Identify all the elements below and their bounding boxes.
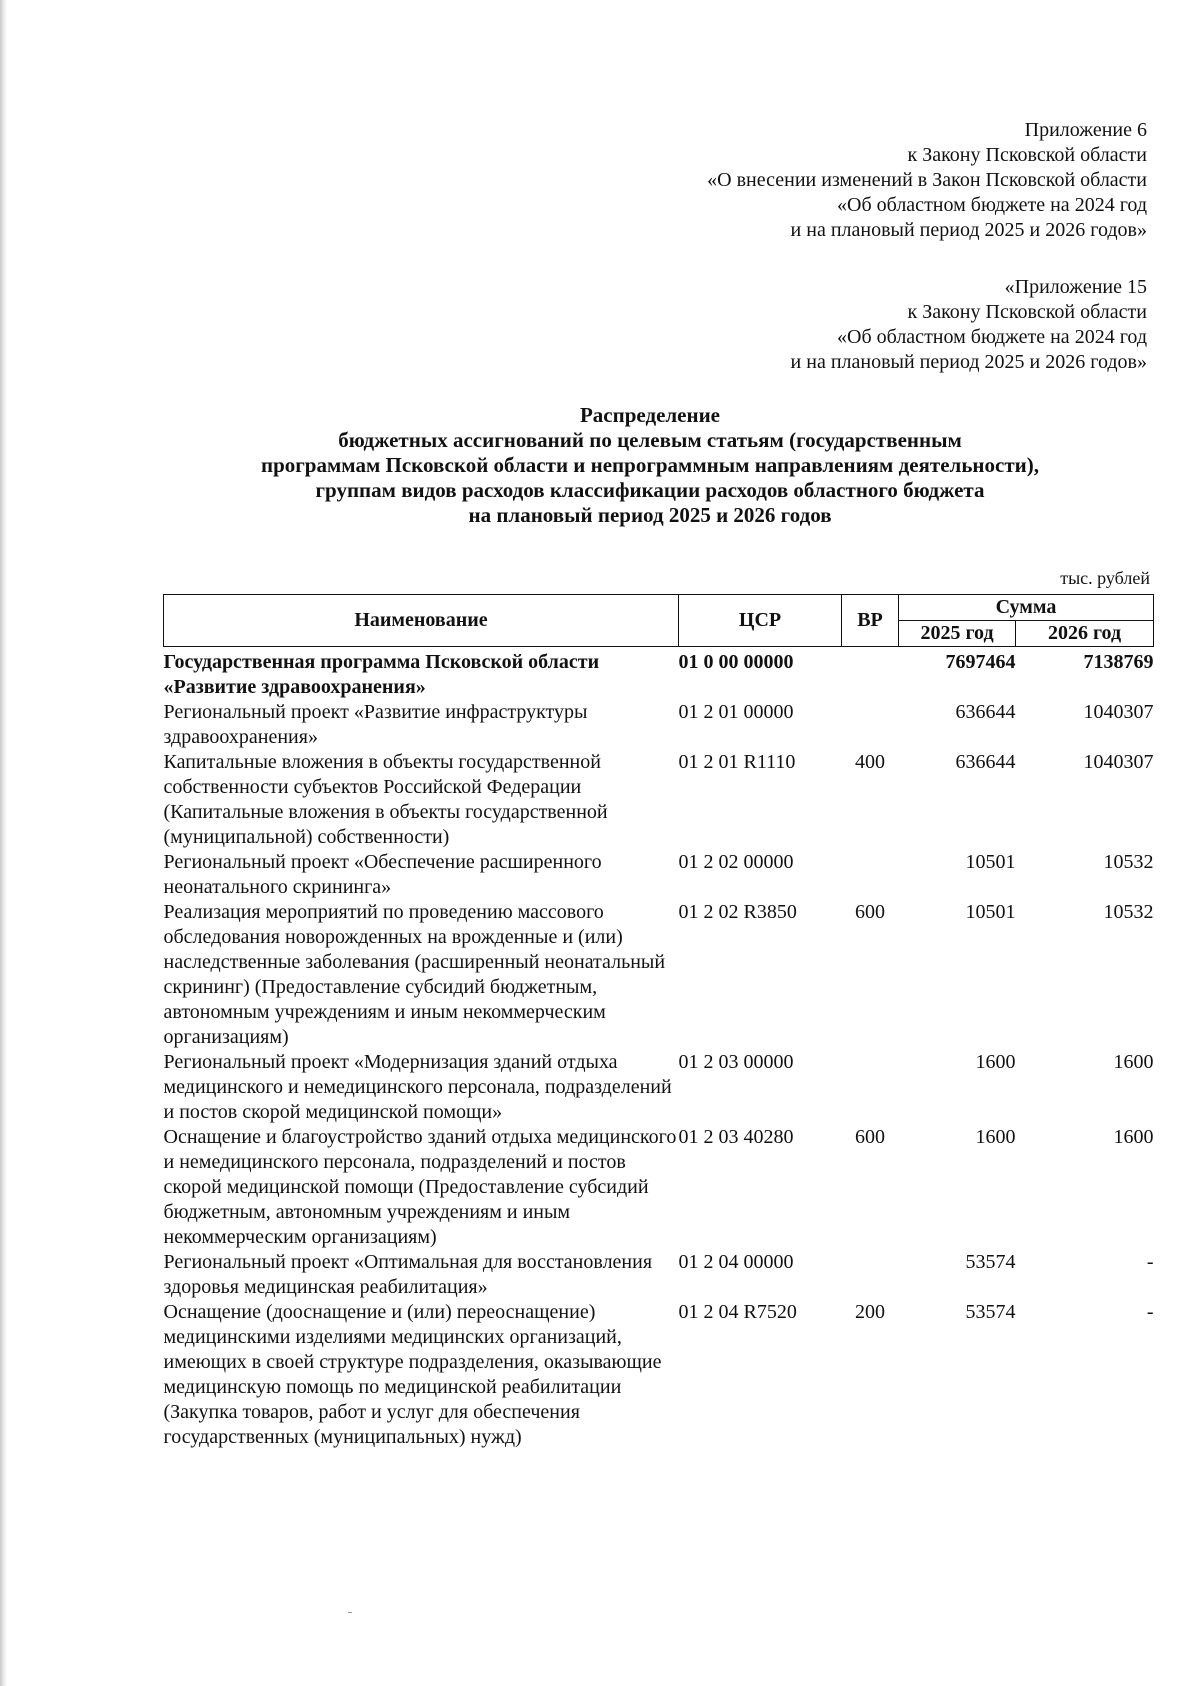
appendix-6-line: Приложение 6 <box>1024 119 1147 141</box>
table-row <box>164 850 1154 900</box>
table-row <box>164 1050 1154 1125</box>
appendix-15-line: «Об областном бюджете на 2024 год <box>837 326 1147 348</box>
row-2026: - <box>1146 1251 1154 1273</box>
row-2026: 1040307 <box>1083 701 1154 723</box>
row-2025: 10501 <box>965 851 1016 873</box>
row-2025: 1600 <box>975 1126 1016 1148</box>
row-name: Региональный проект «Модернизация зданий отдыха медицинского и немедицинского персонала, подразделений и постов скорой медицинской помощи» <box>163 1051 672 1123</box>
row-2025: 1600 <box>975 1051 1016 1073</box>
row-name: Государственная программа Псковской области «Развитие здравоохранения» <box>163 651 600 698</box>
row-vr <box>842 850 899 900</box>
appendix-6-line: «Об областном бюджете на 2024 год <box>837 194 1147 216</box>
row-2025: 53574 <box>965 1251 1016 1273</box>
row-csr: 01 2 01 R1110 <box>678 751 796 773</box>
appendix-6-header <box>707 118 1147 243</box>
title-line: на плановый период 2025 и 2026 годов <box>468 503 832 527</box>
table-row <box>164 647 1154 701</box>
table-row <box>164 1300 1154 1450</box>
row-csr: 01 2 03 00000 <box>678 1051 794 1073</box>
appendix-15-line: к Закону Псковской области <box>907 301 1147 323</box>
scan-speck <box>348 1612 352 1613</box>
row-vr: 200 <box>855 1301 885 1323</box>
row-name: Оснащение (дооснащение и (или) переоснащение) медицинскими изделиями медицинских организаций, имеющих в своей структуре подразделения, оказывающие медицинскую помощь по медицинской реабилитации (Закупка товаров, работ и услуг для обеспечения государственных (муниципальных) нужд) <box>163 1301 662 1448</box>
appendix-6-line: к Закону Псковской области <box>907 144 1147 166</box>
row-vr <box>842 700 899 750</box>
row-csr: 01 0 00 00000 <box>678 651 794 673</box>
row-2026: - <box>1146 1301 1154 1323</box>
row-vr <box>842 647 899 701</box>
header-name: Наименование <box>164 595 679 647</box>
row-name: Реализация мероприятий по проведению массового обследования новорожденных на врожденные и (или) наследственные заболевания (расширенный неонатальный скрининг) (Предоставление субсидий бюджетным, автономным учреждениям и иным некоммерческим организациям) <box>163 901 666 1048</box>
row-2026: 10532 <box>1103 901 1154 923</box>
table-row <box>164 1125 1154 1250</box>
budget-table <box>163 594 1154 1450</box>
title-line: группам видов расходов классификации расходов областного бюджета <box>315 478 985 502</box>
header-sum: Сумма <box>899 595 1154 621</box>
row-name: Капитальные вложения в объекты государственной собственности субъектов Российской Федерации (Капитальные вложения в объекты государственной (муниципальной) собственности) <box>163 751 608 848</box>
row-csr: 01 2 04 R7520 <box>678 1301 797 1323</box>
document-title <box>150 403 1150 528</box>
table-header-row <box>164 595 1154 621</box>
row-2025: 636644 <box>955 701 1016 723</box>
row-2025: 10501 <box>965 901 1016 923</box>
row-2025: 53574 <box>965 1301 1016 1323</box>
title-line: Распределение <box>579 403 721 427</box>
row-name: Региональный проект «Обеспечение расширенного неонатального скрининга» <box>163 851 602 898</box>
row-csr: 01 2 01 00000 <box>678 701 794 723</box>
row-2026: 1600 <box>1113 1126 1154 1148</box>
title-line: программам Псковской области и непрограммным направлениям деятельности), <box>260 453 1039 477</box>
appendix-15-line: «Приложение 15 <box>1004 276 1147 298</box>
row-2026: 7138769 <box>1083 651 1154 673</box>
scan-edge-shadow <box>0 0 7 1686</box>
table-row <box>164 700 1154 750</box>
header-2026: 2026 год <box>1016 621 1154 647</box>
row-name: Региональный проект «Оптимальная для восстановления здоровья медицинская реабилитация» <box>163 1251 653 1298</box>
title-line: бюджетных ассигнований по целевым статьям (государственным <box>338 428 962 452</box>
row-csr: 01 2 03 40280 <box>678 1126 794 1148</box>
table-row <box>164 750 1154 850</box>
row-vr <box>842 1050 899 1125</box>
row-csr: 01 2 02 R3850 <box>678 901 797 923</box>
row-2026: 1040307 <box>1083 751 1154 773</box>
row-vr <box>842 1250 899 1300</box>
row-vr: 600 <box>855 1126 885 1148</box>
row-vr: 600 <box>855 901 885 923</box>
row-2025: 636644 <box>955 751 1016 773</box>
appendix-15-header <box>791 275 1147 375</box>
row-vr: 400 <box>855 751 885 773</box>
table-row <box>164 900 1154 1050</box>
row-name: Региональный проект «Развитие инфраструктуры здравоохранения» <box>163 701 588 748</box>
header-vr: ВР <box>842 595 899 647</box>
row-csr: 01 2 02 00000 <box>678 851 794 873</box>
table-row <box>164 1250 1154 1300</box>
row-2025: 7697464 <box>945 651 1016 673</box>
appendix-15-line: и на плановый период 2025 и 2026 годов» <box>790 351 1147 373</box>
row-2026: 1600 <box>1113 1051 1154 1073</box>
header-csr: ЦСР <box>679 595 842 647</box>
appendix-6-line: «О внесении изменений в Закон Псковской области <box>707 169 1147 191</box>
appendix-6-line: и на плановый период 2025 и 2026 годов» <box>790 219 1147 241</box>
row-csr: 01 2 04 00000 <box>678 1251 794 1273</box>
row-name: Оснащение и благоустройство зданий отдыха медицинского и немедицинского персонала, подразделений и постов скорой медицинской помощи (Предоставление субсидий бюджетным, автономным учреждениям и иным некоммерческим организациям) <box>163 1126 677 1248</box>
units-label: тыс. рублей <box>1060 568 1150 588</box>
row-2026: 10532 <box>1103 851 1154 873</box>
header-2025: 2025 год <box>899 621 1016 647</box>
